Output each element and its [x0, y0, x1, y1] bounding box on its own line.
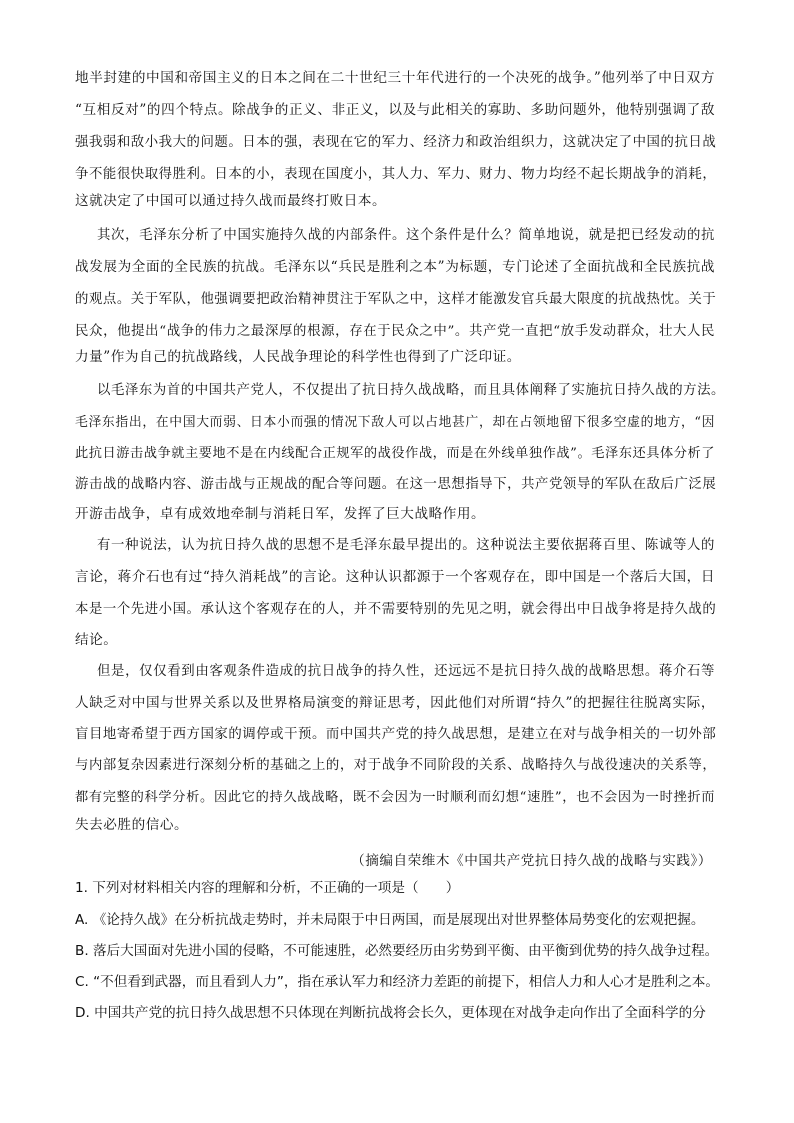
option-a: A. 《论持久战》在分析抗战走势时，并未局限于中日两国，而是展现出对世界整体局势变化的宏观把握。 — [75, 912, 705, 928]
option-c: C. “不但看到武器，而且看到人力”，指在承认军力和经济力差距的前提下，相信人力和人心才是胜利之本。 — [75, 974, 719, 990]
paragraph-line: 盲目地寄希望于西方国家的调停或干预。而中国共产党的持久战思想，是建立在对与战争相关的一切外部 — [75, 727, 717, 742]
paragraph-line: 人缺乏对中国与世界关系以及世界格局演变的辩证思考，因此他们对所谓“持久”的把握往往脱离实际， — [75, 695, 715, 711]
paragraph-line: 有一种说法，认为抗日持久战的思想不是毛泽东最早提出的。这种说法主要依据蒋百里、陈诚等人的 — [97, 538, 715, 553]
paragraph-line: 强我弱和敌小我大的问题。日本的强，表现在它的军力、经济力和政治组织力，这就决定了中国的抗日战 — [75, 135, 717, 150]
option-b: B. 落后大国面对先进小国的侵略，不可能速胜，必然要经历由劣势到平衡、由平衡到优势的持久战争过程。 — [75, 943, 719, 959]
paragraph-line: 民众，他提出“战争的伟力之最深厚的根源，存在于民众之中”。共产党一直把“放手发动群众，壮大人民 — [75, 324, 715, 339]
paragraph-line: 以毛泽东为首的中国共产党人，不仅提出了抗日持久战战略，而且具体阐释了实施抗日持久战的方法。 — [97, 383, 725, 398]
paragraph-line: 言论，蒋介石也有过“持久消耗战”的言论。这种认识都源于一个客观存在，即中国是一个落后大国，日 — [75, 569, 715, 585]
paragraph-line: 战发展为全面的全民族的抗战。毛泽东以“兵民是胜利之本”为标题，专门论述了全面抗战和全民族抗战 — [75, 259, 715, 275]
question-stem: 1. 下列对材料相关内容的理解和分析，不正确的一项是（ ） — [75, 880, 460, 896]
paragraph-line: 开游击战争，卓有成效地牵制与消耗日军，发挥了巨大战略作用。 — [75, 506, 486, 522]
paragraph-line: 但是，仅仅看到由客观条件造成的抗日战争的持久性，还远远不是抗日持久战的战略思想。蒋介石等 — [97, 664, 715, 679]
paragraph-line: 的观点。关于军队，他强调要把政治精神贯注于军队之中，这样才能激发官兵最大限度的抗战热忱。关于 — [75, 292, 717, 307]
paragraph-line: 此抗日游击战争就主要地不是在内线配合正规军的战役作战，而是在外线单独作战”。毛泽东还具体分析了 — [75, 446, 715, 461]
paragraph-line: 这就决定了中国可以通过持久战而最终打败日本。 — [75, 193, 387, 209]
paragraph-line: 本是一个先进小国。承认这个客观存在的人，并不需要特别的先见之明，就会得出中日战争将是持久战的 — [75, 602, 717, 617]
paragraph-line: 力量”作为自己的抗战路线，人民战争理论的科学性也得到了广泛印证。 — [75, 349, 521, 365]
paragraph-line: 失去必胜的信心。 — [75, 817, 189, 833]
paragraph-line: 都有完整的科学分析。因此它的持久战战略，既不会因为一时顺利而幻想“速胜”，也不会因为一时挫折而 — [75, 790, 715, 805]
paragraph-line: 毛泽东指出，在中国大而弱、日本小而强的情况下敌人可以占地甚广，却在占领地留下很多空虚的地方，“因 — [75, 415, 715, 430]
paragraph-line: 地半封建的中国和帝国主义的日本之间在二十世纪三十年代进行的一个决死的战争。”他列举了中日双方 — [75, 70, 715, 86]
paragraph-line: 其次，毛泽东分析了中国实施持久战的内部条件。这个条件是什么？简单地说，就是把已经发动的抗 — [97, 228, 715, 243]
paragraph-line: 结论。 — [75, 632, 118, 648]
paragraph-line: 与内部复杂因素进行深刻分析的基础之上的，对于战争不同阶段的关系、战略持久与战役速决的关系等， — [75, 758, 717, 773]
paragraph-line: 游击战的战略内容、游击战与正规战的配合等问题。在这一思想指导下，共产党领导的军队在敌后广泛展 — [75, 477, 717, 492]
option-d: D. 中国共产党的抗日持久战思想不只体现在判断抗战将会长久，更体现在对战争走向作出了全面科学的分 — [75, 1005, 706, 1021]
paragraph-line: 争不能很快取得胜利。日本的小，表现在国度小，其人力、军力、财力、物力均经不起长期战争的消耗， — [75, 167, 717, 182]
paragraph-line: “互相反对”的四个特点。除战争的正义、非正义，以及与此相关的寡助、多助问题外，他特别强调了敌 — [75, 102, 715, 118]
source-citation: （摘编自荣维木《中国共产党抗日持久战的战略与实践》） — [351, 853, 712, 869]
